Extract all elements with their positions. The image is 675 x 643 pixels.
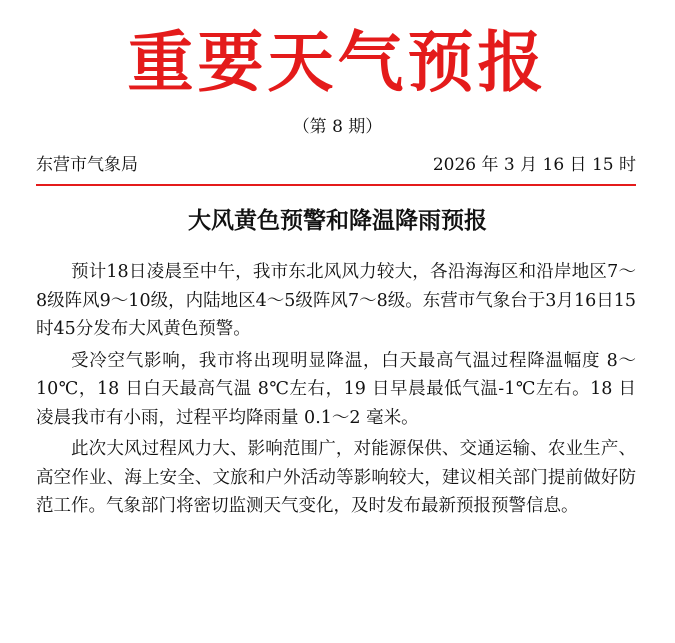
paragraph-cooling-rain: 受冷空气影响，我市将出现明显降温，白天最高气温过程降温幅度 8～10℃，18 日白天最高气温 8℃左右，19 日早晨最低气温-1℃左右。18 日凌晨我市有小雨，过程平均降雨量 0.1～2 毫米。 <box>36 350 636 428</box>
bulletin-body <box>36 258 636 524</box>
paragraph-impact-advice: 此次大风过程风力大、影响范围广，对能源保供、交通运输、农业生产、高空作业、海上安全、文旅和户外活动等影响较大，建议相关部门提前做好防范工作。气象部门将密切监测天气变化，及时发布最新预报预警信息。 <box>36 439 636 516</box>
bulletin-headline: 大风黄色预警和降温降雨预报 <box>188 208 487 234</box>
issuer-date-row <box>36 153 636 177</box>
issue-number: （第 8 期） <box>292 117 383 137</box>
bulletin-masthead: 重要天气预报 <box>127 23 548 101</box>
issuer-name: 东营市气象局 <box>36 155 138 175</box>
paragraph-wind-warning: 预计18日凌晨至中午，我市东北风风力较大，各沿海海区和沿岸地区7～8级阵风9～10级，内陆地区4～5级阵风7～8级。东营市气象台于3月16日15时45分发布大风黄色预警。 <box>36 262 636 339</box>
issue-datetime: 2026 年 3 月 16 日 15 时 <box>432 155 636 175</box>
red-divider-line <box>36 184 636 186</box>
